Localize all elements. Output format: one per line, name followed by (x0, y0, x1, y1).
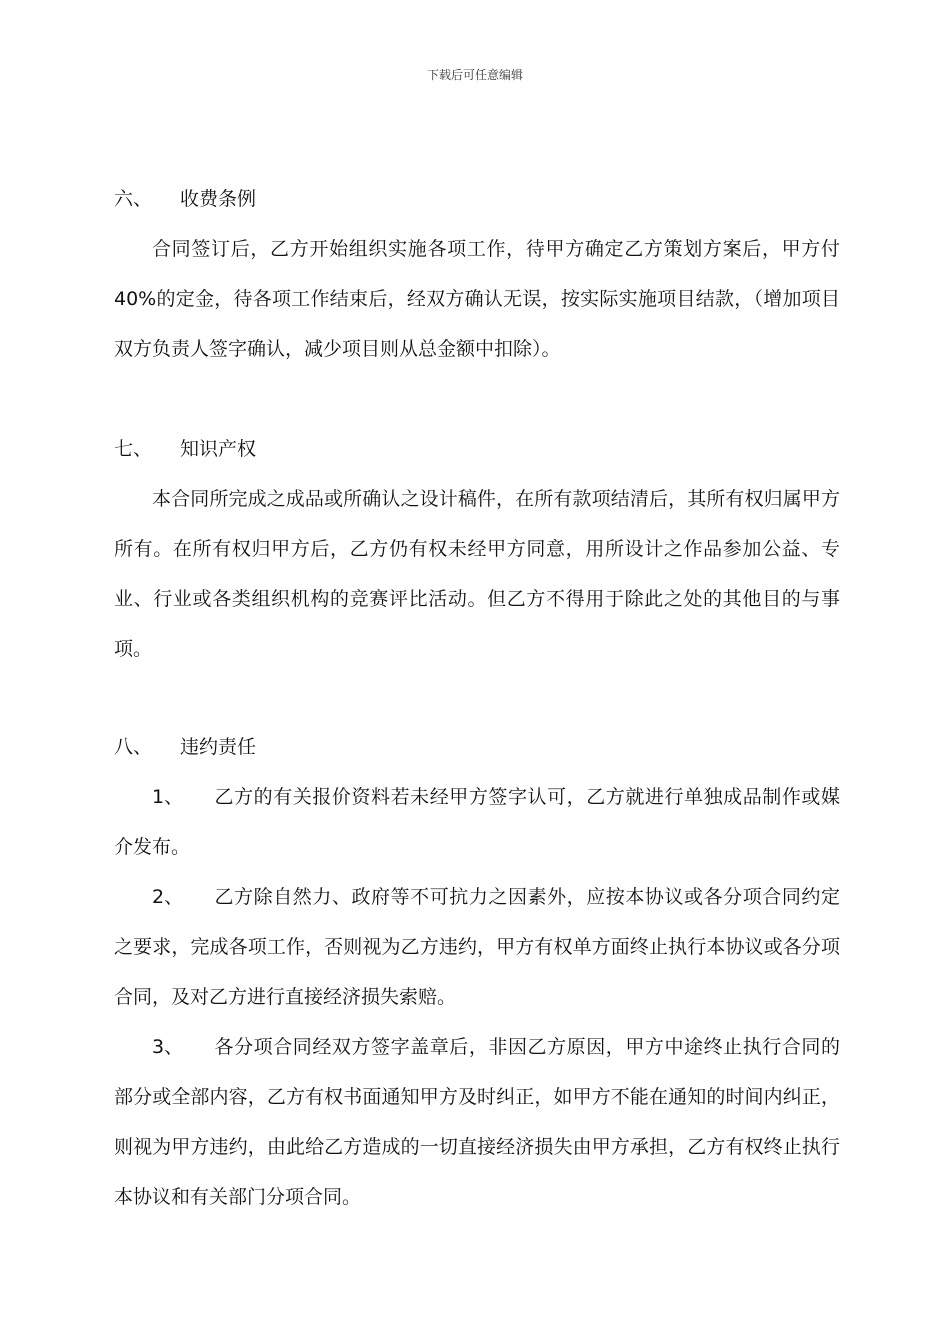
item-number: 2、 (152, 886, 184, 908)
section-paragraph-ip: 本合同所完成之成品或所确认之设计稿件，在所有款项结清后，其所有权归属甲方所有。在所有权归甲方后，乙方仍有权未经甲方同意，用所设计之作品参加公益、专业、行业或各类组织机构的竞赛评比活动。但乙方不得用于除此之处的其他目的与事项。 (114, 488, 840, 660)
section-heading-breach (114, 734, 256, 760)
breach-item-2 (114, 872, 840, 1022)
section-heading-fees (114, 186, 256, 212)
section-title: 收费条例 (180, 188, 257, 210)
breach-item-1 (114, 772, 840, 872)
breach-item-3 (114, 1022, 840, 1222)
item-text: 乙方的有关报价资料若未经甲方签字认可，乙方就进行单独成品制作或媒介发布。 (114, 786, 840, 858)
section-heading-ip (114, 436, 256, 462)
section-number: 七、 (114, 438, 153, 460)
section-number: 六、 (114, 188, 153, 210)
item-number: 1、 (152, 786, 184, 808)
section-title: 知识产权 (180, 438, 257, 460)
section-number: 八、 (114, 736, 153, 758)
item-text: 各分项合同经双方签字盖章后，非因乙方原因，甲方中途终止执行合同的部分或全部内容，乙方有权书面通知甲方及时纠正，如甲方不能在通知的时间内纠正，则视为甲方违约，由此给乙方造成的一切直接经济损失由甲方承担，乙方有权终止执行本协议和有关部门分项合同。 (114, 1036, 840, 1208)
section-title: 违约责任 (180, 736, 257, 758)
item-text: 乙方除自然力、政府等不可抗力之因素外，应按本协议或各分项合同约定之要求，完成各项工作，否则视为乙方违约，甲方有权单方面终止执行本协议或各分项合同，及对乙方进行直接经济损失索赔。 (114, 886, 840, 1008)
section-paragraph-fees: 合同签订后，乙方开始组织实施各项工作，待甲方确定乙方策划方案后，甲方付40%的定金，待各项工作结束后，经双方确认无误，按实际实施项目结款，（增加项目双方负责人签字确认，减少项目则从总金额中扣除）。 (114, 238, 840, 360)
item-number: 3、 (152, 1036, 184, 1058)
page-header-note: 下载后可任意编辑 (426, 68, 523, 82)
